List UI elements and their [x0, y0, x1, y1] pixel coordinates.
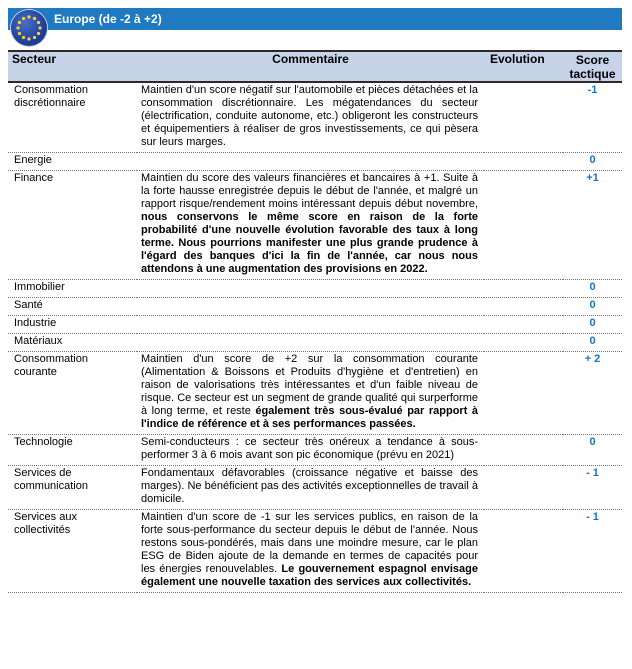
comment-text: Maintien d'un score de +2 sur la consommation courante (Alimentation & Boissons et Produits d'hygiène et d'entretien) en raison de valorisations très intéressantes et d'un faible niveau de risque. Ce secteur est un segment de grande qualité qui surperforme à long terme, et reste [141, 353, 478, 417]
comment-cell [137, 171, 484, 280]
table-row [8, 352, 622, 435]
column-header-sector: Secteur [8, 51, 137, 82]
column-header-comment: Commentaire [137, 51, 484, 82]
evolution-cell [484, 316, 563, 334]
page-title: Europe (de -2 à +2) [54, 12, 162, 26]
evolution-cell [484, 298, 563, 316]
sector-cell [8, 334, 137, 352]
table-header-row [8, 51, 622, 82]
sector-name: Technologie [14, 436, 73, 448]
eu-star-icon [33, 17, 36, 20]
sector-cell [8, 352, 137, 435]
column-header-score-line2: tactique [569, 67, 616, 81]
eu-star-icon [27, 15, 30, 18]
comment-cell [137, 82, 484, 153]
eu-star-icon [22, 17, 25, 20]
sector-cell [8, 82, 137, 153]
comment-cell [137, 298, 484, 316]
sector-table [8, 50, 622, 593]
evolution-cell [484, 153, 563, 171]
sector-name: Consommation [14, 84, 88, 96]
score-cell: 0 [563, 298, 622, 316]
evolution-cell [484, 82, 563, 153]
evolution-cell [484, 352, 563, 435]
eu-star-icon [37, 32, 40, 35]
eu-flag-icon [11, 10, 47, 46]
column-header-score-line1: Score [575, 53, 610, 67]
table-row [8, 334, 622, 352]
evolution-cell [484, 334, 563, 352]
sector-cell [8, 298, 137, 316]
table-row [8, 153, 622, 171]
comment-text: Semi-conducteurs : ce secteur très onéreux a tendance à sous-performer 3 à 6 mois avant son pic économique (prévu en 2021) [141, 436, 478, 461]
score-cell: 0 [563, 153, 622, 171]
score-cell: + 2 [563, 352, 622, 435]
eu-star-icon [22, 36, 25, 39]
score-cell: 0 [563, 334, 622, 352]
comment-cell [137, 280, 484, 298]
sector-cell [8, 171, 137, 280]
table-row [8, 466, 622, 510]
comment-cell [137, 352, 484, 435]
score-cell: - 1 [563, 466, 622, 510]
evolution-cell [484, 171, 563, 280]
sector-name: Industrie [14, 317, 57, 329]
table-row [8, 298, 622, 316]
comment-bold-text: nous conservons le même score en raison de la forte probabilité d'une nouvelle évolution favorable des taux à long terme. Nous pourrions manifester une plus grande prudence à l'égard des banques d'ici la fin de l'année, car nous nous attendons à une augmentation des provisions en 2022. [141, 211, 478, 275]
comment-text: Fondamentaux défavorables (croissance négative et baisse des marges). Ne bénéficient pas des activités exceptionnelles de travail à domicile. [141, 467, 478, 505]
score-cell: 0 [563, 280, 622, 298]
sector-name: Immobilier [14, 281, 65, 293]
sector-cell [8, 510, 137, 593]
score-cell: 0 [563, 316, 622, 334]
sector-name-line2: discrétionnaire [14, 97, 86, 109]
table-row [8, 316, 622, 334]
score-cell: +1 [563, 171, 622, 280]
eu-star-icon [33, 36, 36, 39]
header-banner [8, 8, 622, 30]
evolution-cell [484, 510, 563, 593]
sector-name: Energie [14, 154, 52, 166]
evolution-cell [484, 435, 563, 466]
comment-bold-text: Le gouvernement espagnol envisage également une nouvelle taxation des services aux collectivités. [141, 563, 478, 588]
comment-text: Maintien du score des valeurs financières et bancaires à +1. Suite à la forte hausse enregistrée depuis le début de l'année, et malgré un rapport risque/rendement moins intéressant depuis début novembre, [141, 172, 478, 210]
table-row [8, 280, 622, 298]
eu-star-icon [38, 26, 41, 29]
sector-name: Services aux [14, 511, 77, 523]
sector-name-line2: courante [14, 366, 57, 378]
sector-name: Services de [14, 467, 72, 479]
eu-star-icon [27, 37, 30, 40]
table-row [8, 82, 622, 153]
sector-cell [8, 280, 137, 298]
eu-star-icon [16, 26, 19, 29]
sector-cell [8, 435, 137, 466]
table-row [8, 510, 622, 593]
eu-star-icon [18, 32, 21, 35]
column-header-evolution: Evolution [484, 51, 563, 82]
comment-bold-text: également très sous-évalué par rapport à l'indice de référence et à ses performances passées. [141, 405, 479, 430]
comment-text: Maintien d'un score négatif sur l'automobile et pièces détachées et la consommation discrétionnaire. Les mégatendances du secteur (électrification, conduite autonome, etc.) obligeront les constructeurs et équipementiers à réaliser de gros investissements, ce qui pèsera sur leurs marges. [141, 84, 478, 148]
comment-cell [137, 466, 484, 510]
eu-star-icon [18, 21, 21, 24]
sector-name: Finance [14, 172, 54, 184]
evolution-cell [484, 466, 563, 510]
comment-cell [137, 510, 484, 593]
sector-cell [8, 153, 137, 171]
comment-cell [137, 334, 484, 352]
sector-cell [8, 316, 137, 334]
sector-name: Consommation [14, 353, 88, 365]
score-cell: -1 [563, 82, 622, 153]
comment-cell [137, 435, 484, 466]
eu-star-icon [37, 21, 40, 24]
comment-text: Maintien d'un score de -1 sur les services publics, en raison de la forte sous-performance du secteur depuis le début de l'année. Nous restons sous-pondérés, mais dans une moindre mesure, car le plan ESG de Biden ajoute de la demande en termes de capacités pour les énergies renouvelables. [141, 511, 478, 575]
column-header-score [563, 51, 622, 82]
comment-cell [137, 153, 484, 171]
comment-cell [137, 316, 484, 334]
sector-name: Matériaux [14, 335, 63, 347]
sector-name: Santé [14, 299, 43, 311]
sector-name-line2: communication [14, 480, 88, 492]
score-cell: - 1 [563, 510, 622, 593]
sector-cell [8, 466, 137, 510]
table-row [8, 435, 622, 466]
evolution-cell [484, 280, 563, 298]
eu-stars-icon [11, 10, 47, 46]
sector-name-line2: collectivités [14, 524, 71, 536]
table-row [8, 171, 622, 280]
score-cell: 0 [563, 435, 622, 466]
